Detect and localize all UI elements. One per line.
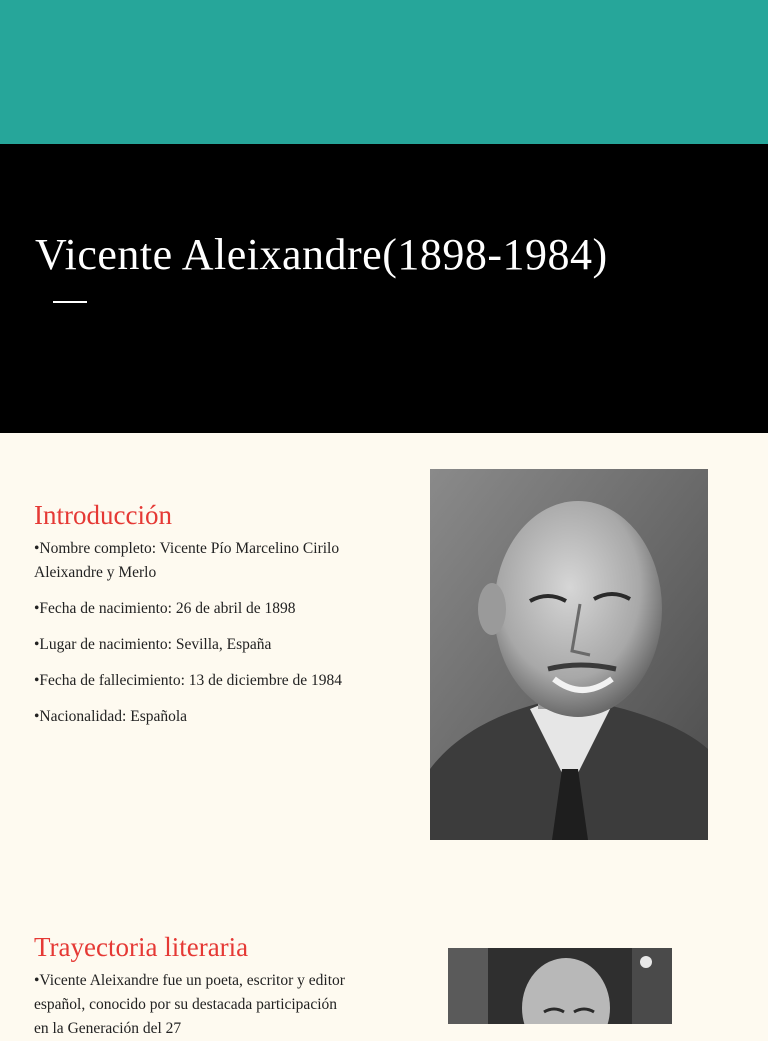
page-title: Vicente Aleixandre(1898-1984): [35, 230, 608, 280]
title-underline-dash: [53, 301, 87, 303]
intro-item-birth-place: •Lugar de nacimiento: Sevilla, España: [34, 636, 272, 653]
header-teal-band: [0, 0, 768, 144]
intro-item-birth-date: •Fecha de nacimiento: 26 de abril de 1898: [34, 600, 296, 617]
intro-item-nationality: •Nacionalidad: Española: [34, 708, 188, 725]
intro-item-full-name: •Nombre completo: Vicente Pío Marcelino Cirilo Aleixandre y Merlo: [34, 540, 340, 581]
intro-heading: Introducción: [34, 500, 172, 531]
intro-item-death-date: •Fecha de fallecimiento: 13 de diciembre de 1984: [34, 672, 342, 689]
portrait-photo-icon: [430, 469, 708, 840]
portrait-photo: [430, 469, 708, 840]
portrait-photo-secondary-icon: [448, 948, 672, 1024]
portrait-photo-secondary: [448, 948, 672, 1024]
title-banner: [0, 144, 768, 433]
intro-list: [34, 537, 364, 741]
trayectoria-text: •Vicente Aleixandre fue un poeta, escritor y editor español, conocido por su destacada participación en la Generación del 27: [34, 972, 345, 1037]
trayectoria-heading: Trayectoria literaria: [34, 932, 249, 963]
